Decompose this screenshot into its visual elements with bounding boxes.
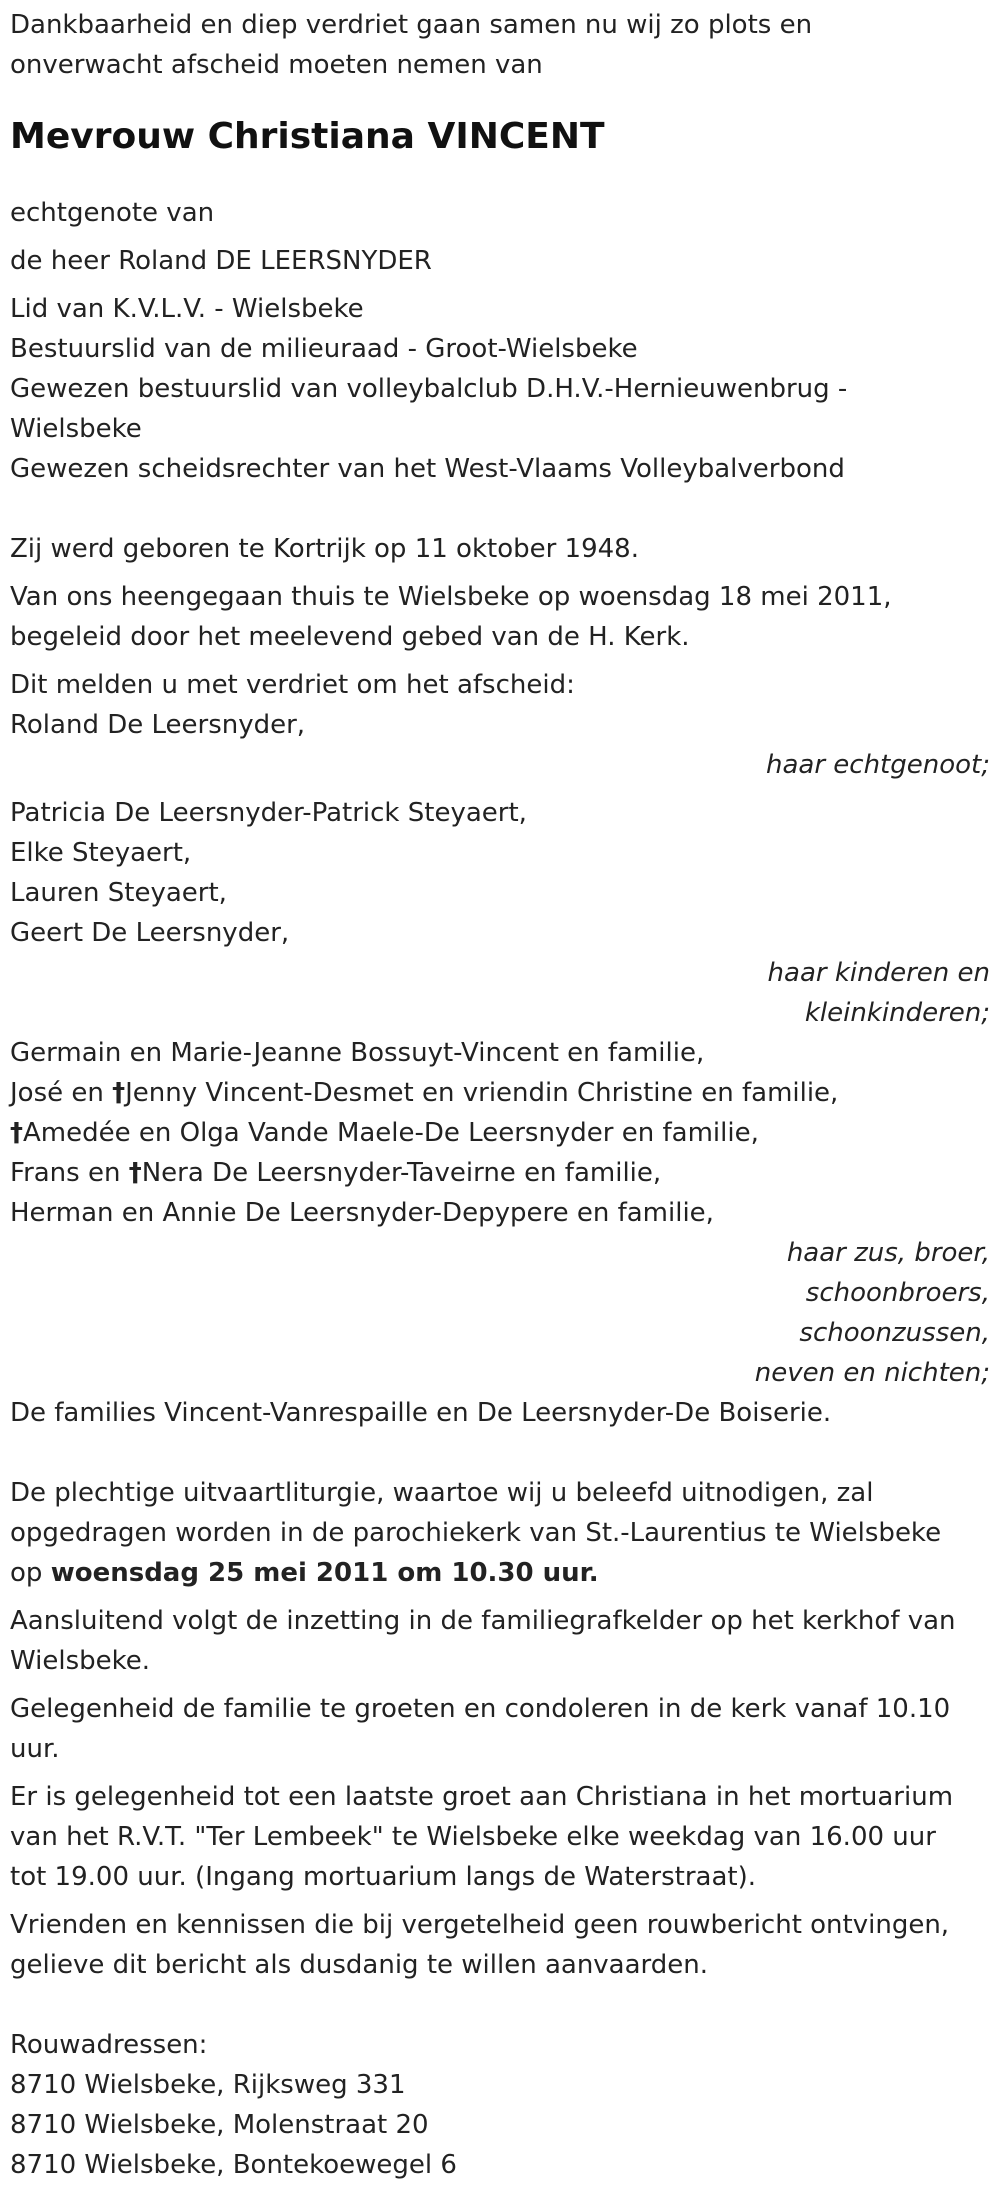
liturgy-part: op (10, 1558, 51, 1588)
addresses (10, 2025, 1000, 2185)
address-line: 8710 Wielsbeke, Bontekoewegel 6 (10, 2150, 457, 2180)
family-group-children (10, 793, 1000, 1033)
family-name: Herman en Annie De Leersnyder-Depypere en familie, (10, 1198, 714, 1228)
spouse-label-text: echtgenote van (10, 198, 215, 228)
family-group-spouse (10, 705, 1000, 785)
mortuary-line: van het R.V.T. "Ter Lembeek" te Wielsbeke elke weekdag van 16.00 uur (10, 1822, 936, 1852)
burial-line: Aansluitend volgt de inzetting in de familiegrafkelder op het kerkhof van (10, 1606, 956, 1636)
intro (10, 5, 1000, 85)
families (10, 1393, 1000, 1433)
passed-line: Van ons heengegaan thuis te Wielsbeke op woensdag 18 mei 2011, (10, 582, 892, 612)
relation-label: kleinkinderen; (804, 998, 990, 1028)
membership-line: Bestuurslid van de milieuraad - Groot-Wielsbeke (10, 334, 638, 364)
liturgy (10, 1473, 1000, 1593)
friends (10, 1905, 1000, 1985)
cross-icon: † (128, 1158, 142, 1188)
families-text: De families Vincent-Vanrespaille en De Leersnyder-De Boiserie. (10, 1398, 832, 1428)
relation-label: neven en nichten; (754, 1358, 990, 1388)
burial-line: Wielsbeke. (10, 1646, 151, 1676)
liturgy-line: De plechtige uitvaartliturgie, waartoe wij u beleefd uitnodigen, zal (10, 1478, 874, 1508)
family-name (10, 1113, 1000, 1153)
deceased-name: Mevrouw Christiana VINCENT (10, 116, 605, 157)
addresses-label: Rouwadressen: (10, 2030, 208, 2060)
address-line: 8710 Wielsbeke, Molenstraat 20 (10, 2110, 429, 2140)
family-name: Geert De Leersnyder, (10, 918, 290, 948)
mortuary-line: tot 19.00 uur. (Ingang mortuarium langs de Waterstraat). (10, 1862, 757, 1892)
relation-label: haar zus, broer, (786, 1238, 990, 1268)
address-line: 8710 Wielsbeke, Rijksweg 331 (10, 2070, 406, 2100)
spouse-label (10, 193, 1000, 233)
liturgy-line (10, 1553, 1000, 1593)
intro-line: Dankbaarheid en diep verdriet gaan samen nu wij zo plots en (10, 10, 813, 40)
family-name: Lauren Steyaert, (10, 878, 227, 908)
intro-line: onverwacht afscheid moeten nemen van (10, 50, 543, 80)
membership-line: Gewezen scheidsrechter van het West-Vlaams Volleybalverbond (10, 454, 845, 484)
membership-line: Wielsbeke (10, 414, 142, 444)
membership-line: Lid van K.V.L.V. - Wielsbeke (10, 294, 364, 324)
passed (10, 577, 1000, 657)
family-name (10, 1073, 1000, 1113)
cross-icon: † (10, 1118, 23, 1148)
born (10, 529, 1000, 569)
family-name-part: Frans en (10, 1158, 129, 1188)
announce (10, 665, 1000, 705)
family-name (10, 1153, 1000, 1193)
funeral-datetime: woensdag 25 mei 2011 om 10.30 uur. (50, 1558, 599, 1588)
condolence-line: Gelegenheid de familie te groeten en condoleren in de kerk vanaf 10.10 (10, 1694, 951, 1724)
spouse (10, 241, 1000, 281)
mortuary (10, 1777, 1000, 1897)
burial (10, 1601, 1000, 1681)
spouse-name: de heer Roland DE LEERSNYDER (10, 246, 432, 276)
family-name: Elke Steyaert, (10, 838, 192, 868)
friends-line: Vrienden en kennissen die bij vergetelheid geen rouwbericht ontvingen, (10, 1910, 950, 1940)
family-name: Patricia De Leersnyder-Patrick Steyaert, (10, 798, 527, 828)
cross-icon: † (112, 1078, 126, 1108)
membership-line: Gewezen bestuurslid van volleybalclub D.H.V.-Hernieuwenbrug - (10, 374, 848, 404)
family-name-part: José en (10, 1078, 113, 1108)
family-name: Roland De Leersnyder, (10, 710, 306, 740)
family-name-part: Amedée en Olga Vande Maele-De Leersnyder en familie, (23, 1118, 759, 1148)
family-name-part: Nera De Leersnyder-Taveirne en familie, (141, 1158, 662, 1188)
family-name-part: Jenny Vincent-Desmet en vriendin Christine en familie, (125, 1078, 839, 1108)
born-text: Zij werd geboren te Kortrijk op 11 oktober 1948. (10, 534, 639, 564)
relation-label: schoonzussen, (799, 1318, 990, 1348)
relation-label: haar kinderen en (767, 958, 990, 988)
relation-label: schoonbroers, (805, 1278, 990, 1308)
condolence-line: uur. (10, 1734, 60, 1764)
passed-line: begeleid door het meelevend gebed van de H. Kerk. (10, 622, 690, 652)
family-name: Germain en Marie-Jeanne Bossuyt-Vincent en familie, (10, 1038, 705, 1068)
liturgy-line: opgedragen worden in de parochiekerk van St.-Laurentius te Wielsbeke (10, 1518, 942, 1548)
family-group-siblings (10, 1033, 1000, 1393)
friends-line: gelieve dit bericht als dusdanig te willen aanvaarden. (10, 1950, 709, 1980)
announce-text: Dit melden u met verdriet om het afscheid: (10, 670, 575, 700)
relation-label: haar echtgenoot; (765, 750, 990, 780)
condolence (10, 1689, 1000, 1769)
mortuary-line: Er is gelegenheid tot een laatste groet aan Christiana in het mortuarium (10, 1782, 954, 1812)
memberships (10, 289, 1000, 489)
